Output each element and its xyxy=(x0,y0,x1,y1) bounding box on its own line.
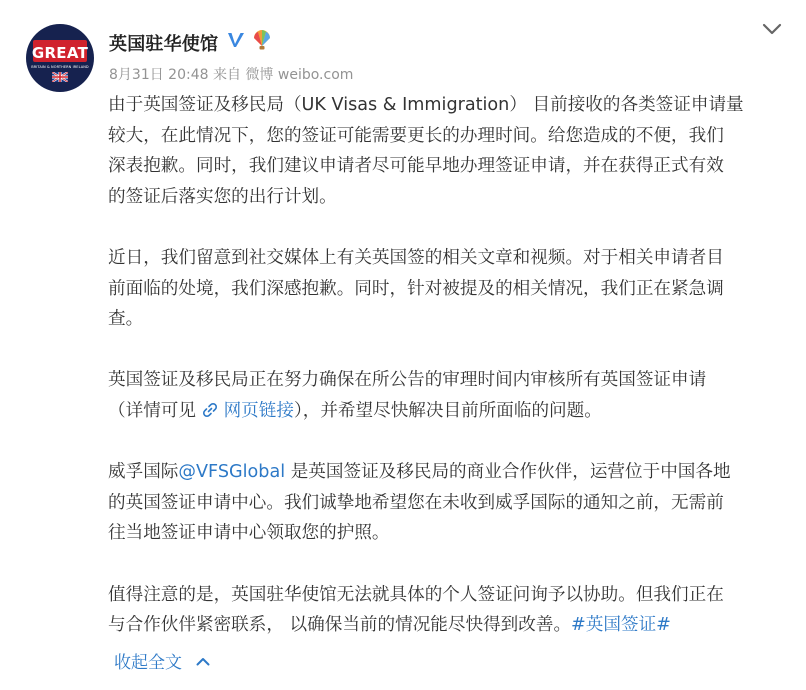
avatar-great-text: GREAT xyxy=(31,44,89,62)
web-link[interactable] xyxy=(202,401,294,421)
text-line: 前面临的处境，我们深感抱歉。同时，针对被提及的相关情况，我们正在紧急调 xyxy=(108,278,724,299)
avatar-subtext: BRITAIN & NORTHERN IRELAND xyxy=(31,65,89,69)
mention-vfsglobal[interactable]: @VFSGlobal xyxy=(178,462,286,483)
post-source[interactable]: 微博 weibo.com xyxy=(245,67,354,83)
collapse-label: 收起全文 xyxy=(114,653,182,673)
text-segment: 威孚国际 xyxy=(108,462,179,483)
text-line: 较大，在此情况下，您的签证可能需要更长的办理时间。给您造成的不便，我们 xyxy=(108,125,724,146)
union-flag-icon xyxy=(52,72,68,82)
chevron-up-icon xyxy=(196,657,210,666)
text-line: 深表抱歉。同时，我们建议申请者尽可能早地办理签证申请，并在获得正式有效 xyxy=(108,156,724,177)
collapse-full-text-button[interactable] xyxy=(114,648,210,673)
avatar[interactable] xyxy=(26,24,94,92)
post-meta xyxy=(109,64,353,84)
web-link-label: 网页链接 xyxy=(223,400,294,421)
text-line: 查。 xyxy=(108,309,144,330)
chevron-down-icon[interactable] xyxy=(762,22,782,36)
post-date[interactable]: 8月31日 20:48 xyxy=(109,67,209,83)
link-icon xyxy=(202,402,218,418)
text-line: 的签证后落实您的出行计划。 xyxy=(108,186,337,207)
verified-v-icon xyxy=(226,30,246,50)
post-content xyxy=(108,90,788,641)
text-line: 的英国签证申请中心。我们诚挚地希望您在未收到威孚国际的通知之前，无需前 xyxy=(108,492,724,513)
account-name[interactable]: 英国驻华使馆 xyxy=(109,34,219,55)
text-line xyxy=(108,457,788,488)
text-segment: 与合作伙伴紧密联系， 以确保当前的情况能尽快得到改善。 xyxy=(108,615,572,636)
text-segment: （详情可见 xyxy=(108,400,202,421)
text-line: 往当地签证申请中心领取您的护照。 xyxy=(108,523,390,544)
text-line: 值得注意的是，英国驻华使馆无法就具体的个人签证问询予以协助。但我们正在 xyxy=(108,584,724,605)
rainbow-balloon-icon xyxy=(251,29,273,51)
text-line: 由于英国签证及移民局（UK Visas & Immigration） 目前接收的各类签证申请量 xyxy=(108,95,744,115)
text-line xyxy=(108,610,788,641)
hashtag-uk-visa[interactable]: #英国签证# xyxy=(571,615,671,636)
text-line: 英国签证及移民局正在努力确保在所公告的审理时间内审核所有英国签证申请 xyxy=(108,370,707,391)
text-segment: ），并希望尽快解决目前所面临的问题。 xyxy=(293,400,602,421)
post-from-label: 来自 xyxy=(212,67,241,83)
text-segment: 是英国签证及移民局的商业合作伙伴，运营位于中国各地 xyxy=(285,462,731,483)
text-line xyxy=(108,396,788,427)
text-line: 近日，我们留意到社交媒体上有关英国签的相关文章和视频。对于相关申请者目 xyxy=(108,247,724,268)
